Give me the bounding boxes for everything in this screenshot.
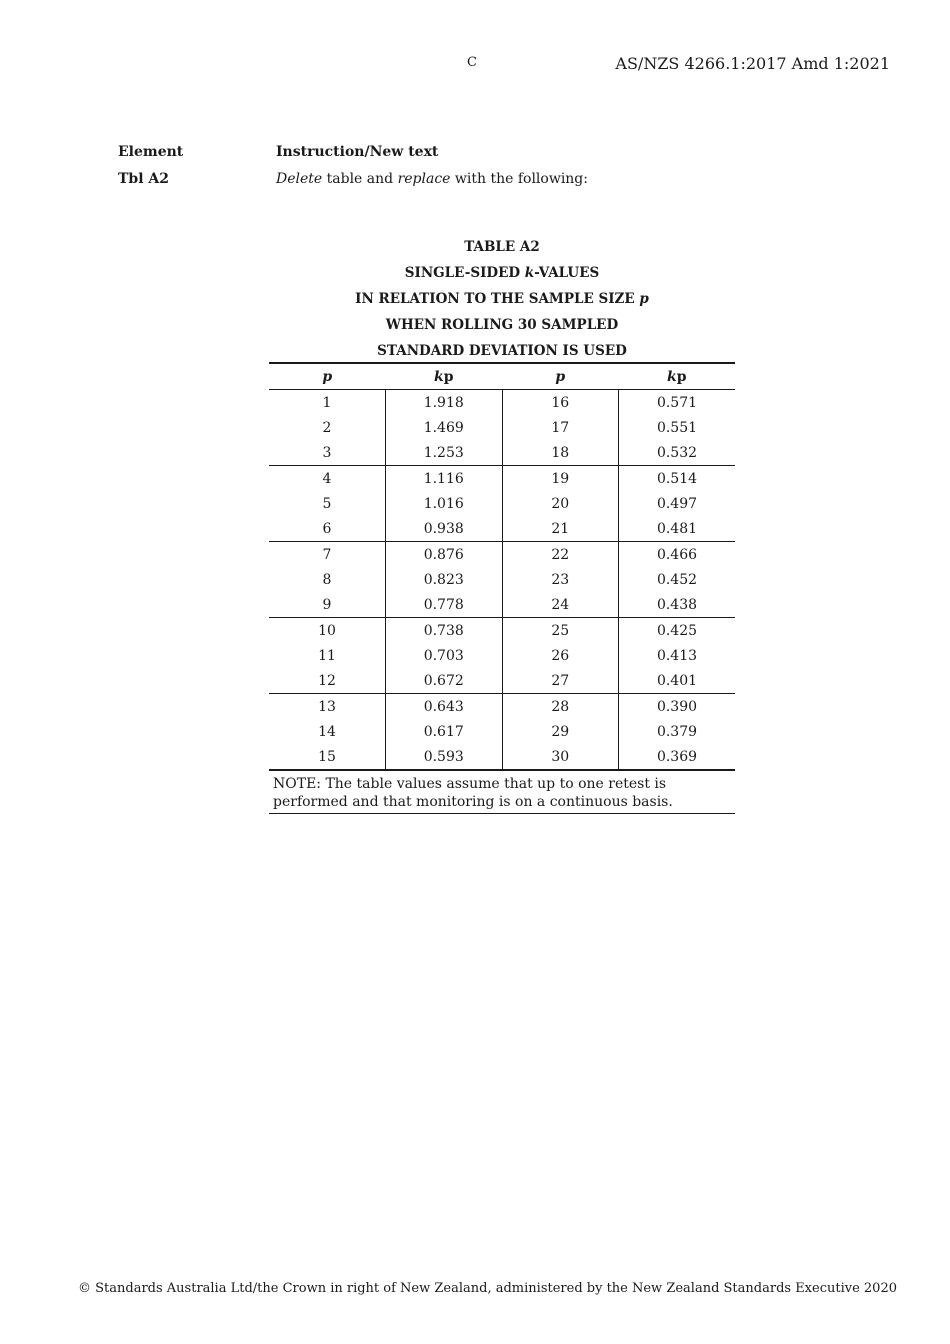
table-cell: 22: [502, 542, 619, 568]
table-cell: 0.617: [386, 719, 503, 744]
table-row: [269, 744, 735, 770]
table-cell: 0.738: [386, 618, 503, 644]
table-cell: 0.379: [619, 719, 736, 744]
column-header-rest: p: [676, 368, 687, 385]
table-row: [269, 440, 735, 466]
column-header-italic: p: [555, 368, 566, 385]
instruction-verb-replace: replace: [397, 171, 451, 187]
table-cell: 0.532: [619, 440, 736, 466]
table-row: [269, 516, 735, 542]
table-row: [269, 491, 735, 516]
copyright-footer: © Standards Australia Ltd/the Crown in right of New Zealand, administered by the New Zealand Standards Executive 2020: [77, 1281, 897, 1296]
table-cell: 28: [502, 694, 619, 720]
table-note-row: [269, 770, 735, 814]
table-cell: 30: [502, 744, 619, 770]
instruction-mid: table and: [322, 171, 398, 187]
table-cell: 1.116: [386, 466, 503, 492]
page-marker: C: [467, 55, 477, 70]
table-cell: 12: [269, 668, 386, 694]
caption-line-1: TABLE A2: [464, 239, 540, 255]
table-cell: 0.571: [619, 390, 736, 416]
table-row: [269, 643, 735, 668]
table-row: [269, 668, 735, 694]
instruction-end: with the following:: [450, 171, 588, 187]
table-cell: 0.778: [386, 592, 503, 618]
table-cell: 13: [318, 698, 336, 715]
table-cell: 3: [269, 440, 386, 466]
table-cell: 26: [502, 643, 619, 668]
caption-line-3-pre: IN RELATION TO THE SAMPLE SIZE: [355, 291, 640, 307]
table-cell: 27: [502, 668, 619, 694]
table-cell: 0.390: [619, 694, 736, 720]
column-header: [269, 363, 386, 390]
table-row: [269, 542, 735, 568]
table-cell: 0.481: [619, 516, 736, 542]
table-cell: 0.672: [386, 668, 503, 694]
table-cell: 9: [269, 592, 386, 618]
column-header-italic: p: [322, 368, 333, 385]
table-row: [269, 567, 735, 592]
caption-k-symbol: k: [524, 265, 535, 281]
table-cell: 0.703: [386, 643, 503, 668]
table-cell: 2: [322, 419, 332, 436]
table-cell: 0.514: [619, 466, 736, 492]
table-cell: 1.253: [386, 440, 503, 466]
table-cell: 0.452: [619, 567, 736, 592]
table-cell: 10: [318, 622, 336, 639]
table-cell: 19: [502, 466, 619, 492]
table-caption: [269, 236, 735, 366]
table-cell: 16: [502, 390, 619, 416]
table-cell: 0.438: [619, 592, 736, 618]
table-cell: 0.593: [386, 744, 503, 770]
table-cell: 6: [269, 516, 386, 542]
standard-identifier: AS/NZS 4266.1:2017 Amd 1:2021: [615, 54, 890, 73]
table-cell: 1.016: [386, 491, 503, 516]
instruction-column-label: Instruction/New text: [276, 144, 439, 160]
column-header: [619, 363, 736, 390]
table-cell: 0.401: [619, 668, 736, 694]
caption-line-3: [269, 288, 735, 314]
table-cell: 0.497: [619, 491, 736, 516]
k-values-table: [269, 362, 735, 814]
table-row: [269, 390, 735, 416]
table-cell: 5: [322, 495, 332, 512]
table-cell: 1.918: [386, 390, 503, 416]
caption-line-2-post: -VALUES: [534, 265, 600, 281]
table-cell: 0.876: [386, 542, 503, 568]
column-header: [502, 363, 619, 390]
caption-line-5: STANDARD DEVIATION IS USED: [377, 343, 627, 359]
table-row: [269, 415, 735, 440]
table-cell: 8: [322, 571, 332, 588]
table-cell: 0.413: [619, 643, 736, 668]
table-cell: 15: [269, 744, 386, 770]
table-cell: 0.823: [386, 567, 503, 592]
table-cell: 0.643: [386, 694, 503, 720]
table-row: [269, 719, 735, 744]
column-header-rest: p: [443, 368, 454, 385]
table-cell: 25: [502, 618, 619, 644]
table-cell: 17: [502, 415, 619, 440]
table-row: [269, 592, 735, 618]
instruction-text: [276, 171, 796, 187]
table-row: [269, 466, 735, 492]
table-cell: 0.938: [386, 516, 503, 542]
column-header: [386, 363, 503, 390]
table-note: NOTE: The table values assume that up to one retest is performed and that monitoring is on a continuous basis.: [269, 770, 735, 814]
table-cell: 14: [318, 723, 336, 740]
table-row: [269, 618, 735, 644]
table-cell: 20: [502, 491, 619, 516]
table-header-row: [269, 363, 735, 390]
table-cell: 1.469: [386, 415, 503, 440]
caption-line-2-pre: SINGLE-SIDED: [404, 265, 525, 281]
instruction-verb-delete: Delete: [276, 171, 323, 187]
table-cell: 0.425: [619, 618, 736, 644]
table-cell: 4: [322, 470, 332, 487]
table-cell: 0.369: [619, 744, 736, 770]
table-cell: 1: [322, 394, 332, 411]
table-cell: 7: [322, 546, 332, 563]
table-body: [269, 390, 735, 771]
table-cell: 18: [502, 440, 619, 466]
caption-line-4: WHEN ROLLING 30 SAMPLED: [385, 317, 619, 333]
table-row: [269, 694, 735, 720]
table-cell: 24: [502, 592, 619, 618]
caption-line-2: [269, 262, 735, 288]
element-column-label: Element: [118, 144, 184, 160]
table-cell: 21: [502, 516, 619, 542]
table-cell: 0.466: [619, 542, 736, 568]
table-cell: 23: [502, 567, 619, 592]
column-header-italic: k: [434, 368, 444, 385]
caption-p-symbol: p: [639, 291, 649, 307]
element-reference: Tbl A2: [118, 171, 170, 187]
column-header-italic: k: [667, 368, 677, 385]
table-cell: 29: [502, 719, 619, 744]
table-cell: 11: [318, 647, 336, 664]
table-cell: 0.551: [619, 415, 736, 440]
